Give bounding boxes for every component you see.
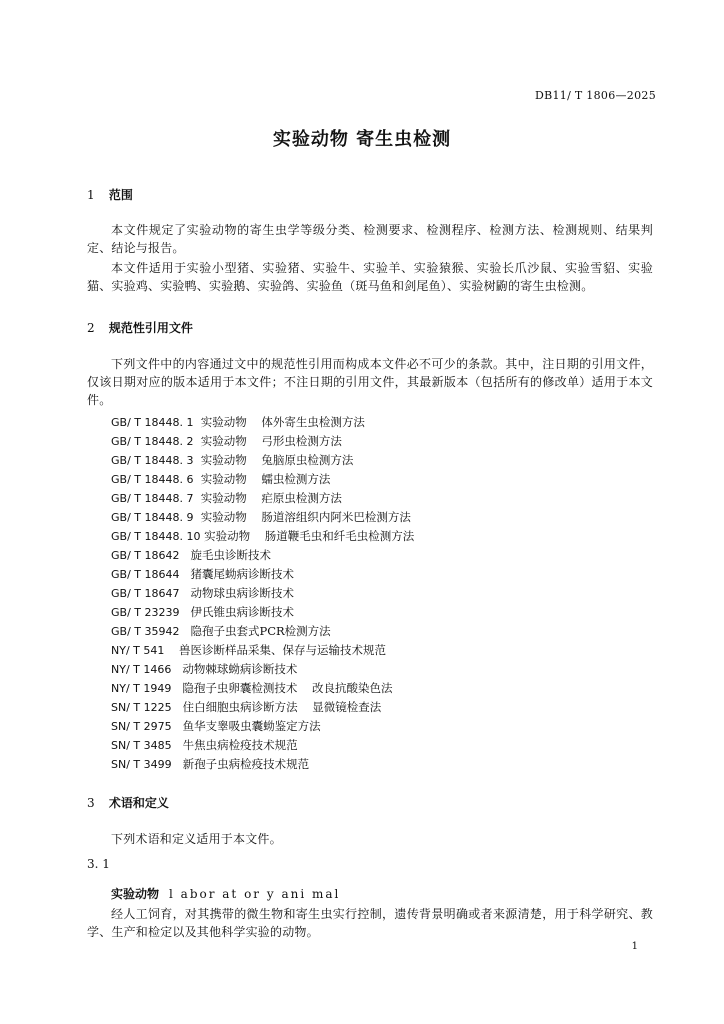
reference-title: 实验动物 肠道溶组织内阿米巴检测方法 xyxy=(193,510,411,524)
term-entry xyxy=(111,885,340,902)
reference-item xyxy=(111,489,414,508)
section-heading-terms-definitions xyxy=(87,794,169,811)
reference-code: GB/ T 18448. 7 xyxy=(111,492,194,505)
reference-code: SN/ T 3485 xyxy=(111,739,172,752)
section-title: 范围 xyxy=(108,188,133,202)
scope-paragraph-1: 本文件规定了实验动物的寄生虫学等级分类、检测要求、检测程序、检测方法、检测规则、结果判定、结论与报告。 xyxy=(87,223,653,255)
reference-code: GB/ T 35942 xyxy=(111,625,180,638)
reference-item xyxy=(111,546,414,565)
section-heading-normative-references xyxy=(87,319,193,336)
section-title: 术语和定义 xyxy=(108,796,169,810)
reference-title: 实验动物 体外寄生虫检测方法 xyxy=(193,415,365,429)
section-number: 3 xyxy=(87,796,95,810)
term-definition: 经人工饲育，对其携带的微生物和寄生虫实行控制，遗传背景明确或者来源清楚，用于科学研究、教学、生产和检定以及其他科学实验的动物。 xyxy=(87,907,653,939)
reference-item xyxy=(111,641,414,660)
reference-title: 动物球虫病诊断技术 xyxy=(179,586,294,600)
reference-code: SN/ T 1225 xyxy=(111,701,172,714)
reference-title: 隐孢子虫套式PCR检测方法 xyxy=(179,624,331,638)
reference-code: GB/ T 18647 xyxy=(111,587,180,600)
reference-code: GB/ T 23239 xyxy=(111,606,180,619)
reference-code: NY/ T 1466 xyxy=(111,663,172,676)
reference-code: NY/ T 1949 xyxy=(111,682,172,695)
reference-item xyxy=(111,451,414,470)
standard-code: DB11/ T 1806—2025 xyxy=(534,89,656,102)
reference-code: GB/ T 18448. 2 xyxy=(111,435,194,448)
term-english: l abor at or y ani mal xyxy=(169,887,341,901)
reference-title: 旋毛虫诊断技术 xyxy=(179,548,271,562)
reference-code: SN/ T 2975 xyxy=(111,720,172,733)
reference-code: GB/ T 18642 xyxy=(111,549,180,562)
reference-title: 隐孢子虫卵囊检测技术 改良抗酸染色法 xyxy=(171,681,393,695)
reference-title: 实验动物 兔脑原虫检测方法 xyxy=(193,453,354,467)
reference-item xyxy=(111,413,414,432)
reference-title: 猪囊尾蚴病诊断技术 xyxy=(179,567,294,581)
reference-code: GB/ T 18448. 1 xyxy=(111,416,194,429)
reference-code: GB/ T 18448. 9 xyxy=(111,511,194,524)
reference-code: GB/ T 18448. 6 xyxy=(111,473,194,486)
reference-item xyxy=(111,432,414,451)
document-title: 实验动物 寄生虫检测 xyxy=(272,129,452,150)
reference-title: 鱼华支睾吸虫囊蚴鉴定方法 xyxy=(171,719,321,733)
reference-title: 兽医诊断样品采集、保存与运输技术规范 xyxy=(164,643,386,657)
references-intro-paragraph: 下列文件中的内容通过文中的规范性引用而构成本文件必不可少的条款。其中，注日期的引用文件，仅该日期对应的版本适用于本文件；不注日期的引用文件，其最新版本（包括所有的修改单）适用于本文件。 xyxy=(87,357,653,407)
reference-item xyxy=(111,508,414,527)
reference-title: 实验动物 蠕虫检测方法 xyxy=(193,472,331,486)
reference-item xyxy=(111,527,414,546)
reference-item xyxy=(111,470,414,489)
reference-title: 伊氏锥虫病诊断技术 xyxy=(179,605,294,619)
reference-item xyxy=(111,660,414,679)
reference-title: 动物棘球蚴病诊断技术 xyxy=(171,662,298,676)
reference-item xyxy=(111,755,414,774)
reference-item xyxy=(111,717,414,736)
reference-item xyxy=(111,679,414,698)
subsection-number: 3. 1 xyxy=(87,857,110,871)
reference-title: 实验动物 疟原虫检测方法 xyxy=(193,491,342,505)
reference-item xyxy=(111,736,414,755)
reference-title: 新孢子虫病检疫技术规范 xyxy=(171,757,310,771)
reference-item xyxy=(111,584,414,603)
section-number: 2 xyxy=(87,321,95,335)
section-heading-scope xyxy=(87,186,133,203)
reference-item xyxy=(111,565,414,584)
section-number: 1 xyxy=(87,188,95,202)
reference-item xyxy=(111,698,414,717)
reference-item xyxy=(111,622,414,641)
section-title: 规范性引用文件 xyxy=(108,321,193,335)
reference-title: 实验动物 肠道鞭毛虫和纤毛虫检测方法 xyxy=(200,529,415,543)
reference-code: SN/ T 3499 xyxy=(111,758,172,771)
reference-item xyxy=(111,603,414,622)
reference-title: 住白细胞虫病诊断方法 显微镜检查法 xyxy=(171,700,382,714)
reference-list xyxy=(111,413,414,774)
scope-paragraph-2: 本文件适用于实验小型猪、实验猪、实验牛、实验羊、实验猿猴、实验长爪沙鼠、实验雪貂、实验猫、实验鸡、实验鸭、实验鹅、实验鸽、实验鱼（斑马鱼和剑尾鱼）、实验树鼩的寄生虫检测。 xyxy=(87,261,653,293)
reference-code: GB/ T 18644 xyxy=(111,568,180,581)
page-number: 1 xyxy=(631,941,638,952)
reference-code: NY/ T 541 xyxy=(111,644,165,657)
reference-code: GB/ T 18448. 3 xyxy=(111,454,194,467)
reference-title: 实验动物 弓形虫检测方法 xyxy=(193,434,342,448)
terms-intro-paragraph: 下列术语和定义适用于本文件。 xyxy=(111,832,282,846)
reference-title: 牛焦虫病检疫技术规范 xyxy=(171,738,298,752)
term-chinese: 实验动物 xyxy=(111,887,160,901)
reference-code: GB/ T 18448. 10 xyxy=(111,530,201,543)
